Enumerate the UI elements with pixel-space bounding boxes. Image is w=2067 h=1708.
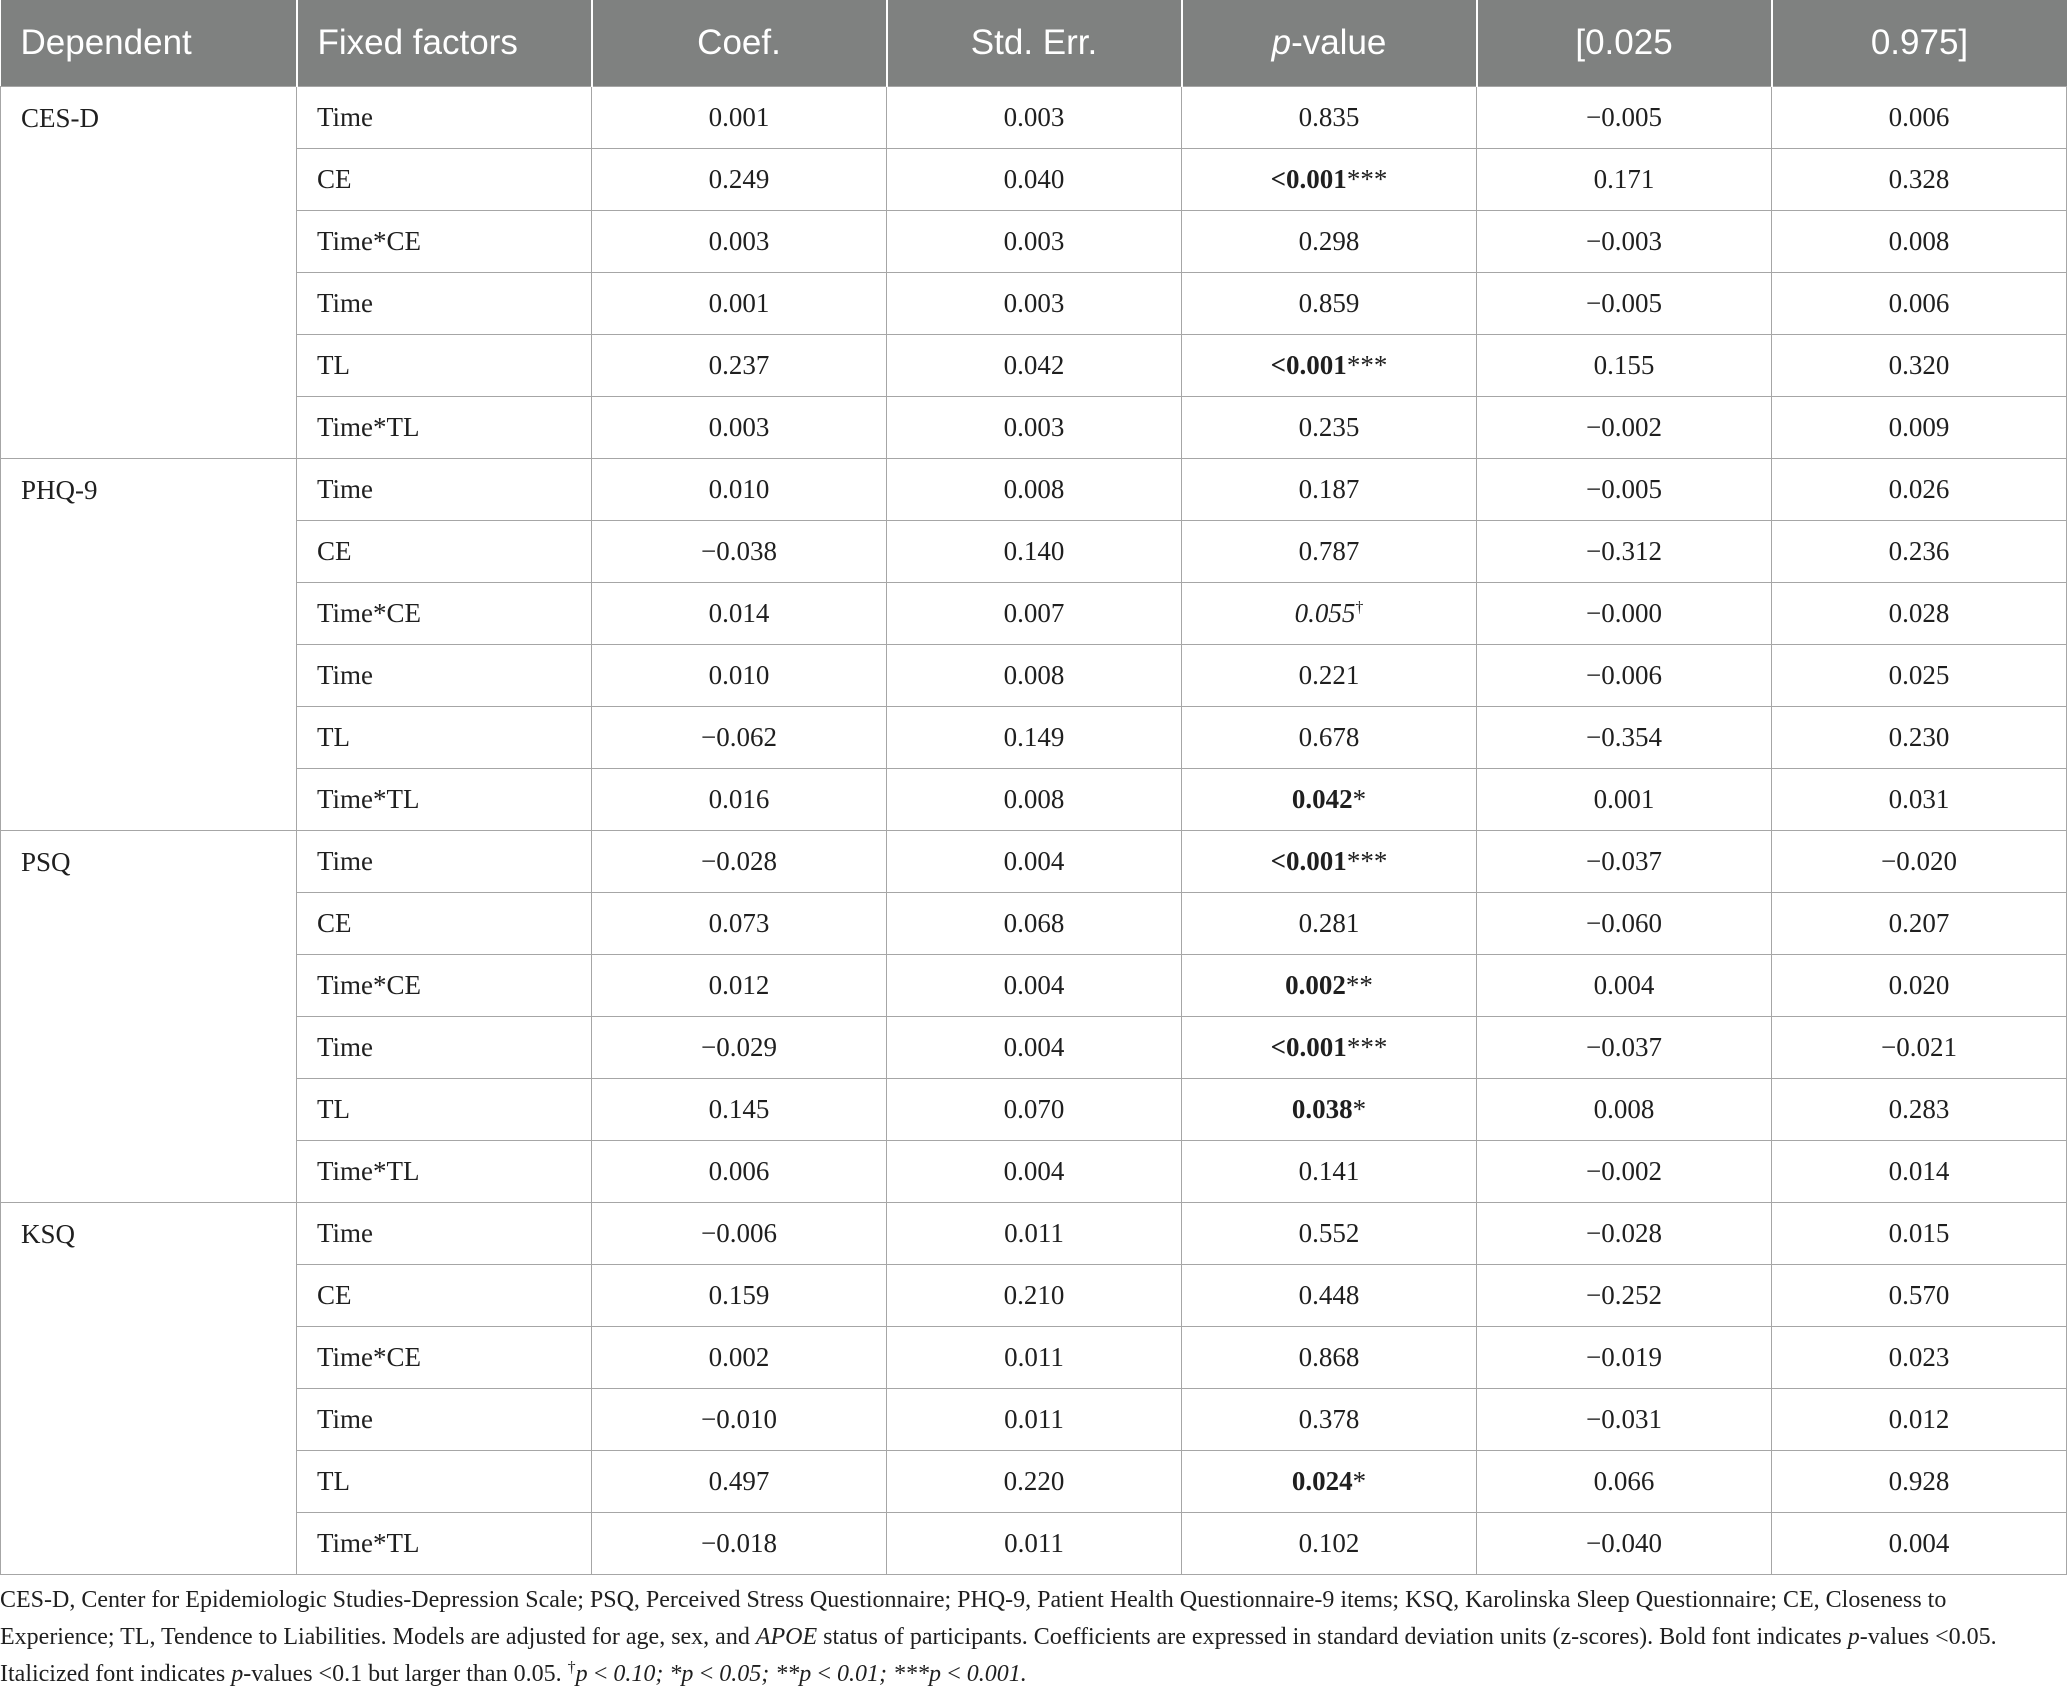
ci-upper-cell: 0.028 <box>1772 583 2067 645</box>
p-value-number: 0.859 <box>1298 288 1360 318</box>
table-row <box>1 1389 2067 1451</box>
coef-cell: −0.010 <box>592 1389 887 1451</box>
ci-upper-cell: −0.021 <box>1772 1017 2067 1079</box>
factor-cell: Time <box>297 831 592 893</box>
p-value-cell <box>1182 335 1477 397</box>
table-row <box>1 1017 2067 1079</box>
factor-cell: Time*CE <box>297 583 592 645</box>
p-value-number: 0.024 <box>1291 1466 1353 1496</box>
footnote-abbreviations: CES-D, Center for Epidemiologic Studies-Depression Scale; PSQ, Perceived Stress Questionnaire; PHQ-9, Patient Health Questionnaire-9 items; KSQ, Karolinska Sleep Questionnaire; CE, Closeness to Experience; TL, Tendence to Liabilities. Models are adjusted for age, sex, and <box>0 1587 1947 1650</box>
header-ci-upper: 0.975] <box>1772 0 2067 87</box>
p-value-cell <box>1182 1327 1477 1389</box>
factor-cell: Time <box>297 459 592 521</box>
coef-cell: 0.159 <box>592 1265 887 1327</box>
std-err-cell: 0.011 <box>887 1203 1182 1265</box>
ci-upper-cell: 0.004 <box>1772 1513 2067 1575</box>
footnote-p2: p <box>231 1661 244 1687</box>
std-err-cell: 0.068 <box>887 893 1182 955</box>
coef-cell: 0.237 <box>592 335 887 397</box>
table-row <box>1 335 2067 397</box>
table-row <box>1 645 2067 707</box>
ci-lower-cell: −0.005 <box>1477 273 1772 335</box>
p-value-number: 0.835 <box>1298 102 1360 132</box>
coef-cell: 0.016 <box>592 769 887 831</box>
coef-cell: 0.003 <box>592 211 887 273</box>
ci-lower-cell: −0.005 <box>1477 87 1772 149</box>
coef-cell: −0.029 <box>592 1017 887 1079</box>
p-value-cell <box>1182 459 1477 521</box>
table-row <box>1 1327 2067 1389</box>
factor-cell: Time <box>297 1389 592 1451</box>
factor-cell: Time*TL <box>297 769 592 831</box>
factor-cell: Time*TL <box>297 1141 592 1203</box>
coef-cell: 0.145 <box>592 1079 887 1141</box>
header-p-value <box>1182 0 1477 87</box>
header-std-err: Std. Err. <box>887 0 1182 87</box>
dependent-cell: PHQ-9 <box>1 459 297 831</box>
p-value-cell <box>1182 1513 1477 1575</box>
p-value-number: 0.868 <box>1298 1342 1360 1372</box>
footnote-dagger: † <box>567 1659 576 1676</box>
p-value-cell <box>1182 1265 1477 1327</box>
table-row <box>1 1079 2067 1141</box>
std-err-cell: 0.008 <box>887 459 1182 521</box>
dependent-cell: PSQ <box>1 831 297 1203</box>
std-err-cell: 0.011 <box>887 1513 1182 1575</box>
std-err-cell: 0.008 <box>887 645 1182 707</box>
std-err-cell: 0.003 <box>887 273 1182 335</box>
coef-cell: 0.497 <box>592 1451 887 1513</box>
significance-mark: † <box>1355 599 1364 616</box>
p-value-number: 0.787 <box>1298 536 1360 566</box>
p-value-cell <box>1182 1017 1477 1079</box>
std-err-cell: 0.149 <box>887 707 1182 769</box>
factor-cell: CE <box>297 521 592 583</box>
std-err-cell: 0.004 <box>887 831 1182 893</box>
significance-mark: * <box>1352 1466 1367 1496</box>
factor-cell: TL <box>297 1079 592 1141</box>
p-value-number: 0.281 <box>1298 908 1360 938</box>
std-err-cell: 0.140 <box>887 521 1182 583</box>
std-err-cell: 0.220 <box>887 1451 1182 1513</box>
ci-upper-cell: 0.320 <box>1772 335 2067 397</box>
p-value-number: 0.552 <box>1298 1218 1360 1248</box>
footnote-sig-0001: p < 0.001. <box>928 1661 1027 1687</box>
table-row <box>1 397 2067 459</box>
ci-lower-cell: −0.037 <box>1477 831 1772 893</box>
ci-upper-cell: −0.020 <box>1772 831 2067 893</box>
table-row <box>1 211 2067 273</box>
ci-upper-cell: 0.928 <box>1772 1451 2067 1513</box>
significance-mark: ** <box>1345 970 1373 1000</box>
p-value-number: 0.141 <box>1298 1156 1360 1186</box>
table-row <box>1 769 2067 831</box>
factor-cell: CE <box>297 149 592 211</box>
table-row <box>1 707 2067 769</box>
coef-cell: −0.028 <box>592 831 887 893</box>
header-fixed-factors: Fixed factors <box>297 0 592 87</box>
header-ci-lower: [0.025 <box>1477 0 1772 87</box>
coef-cell: 0.012 <box>592 955 887 1017</box>
ci-lower-cell: 0.066 <box>1477 1451 1772 1513</box>
std-err-cell: 0.004 <box>887 955 1182 1017</box>
std-err-cell: 0.042 <box>887 335 1182 397</box>
ci-upper-cell: 0.570 <box>1772 1265 2067 1327</box>
significance-mark: *** <box>1346 1032 1388 1062</box>
p-value-number: 0.055 <box>1294 598 1356 628</box>
footnote-p1: p <box>1847 1624 1860 1650</box>
ci-lower-cell: −0.006 <box>1477 645 1772 707</box>
coef-cell: −0.062 <box>592 707 887 769</box>
p-value-cell <box>1182 1203 1477 1265</box>
coef-cell: −0.038 <box>592 521 887 583</box>
ci-lower-cell: −0.031 <box>1477 1389 1772 1451</box>
ci-upper-cell: 0.006 <box>1772 87 2067 149</box>
std-err-cell: 0.004 <box>887 1141 1182 1203</box>
p-value-number: 0.187 <box>1298 474 1360 504</box>
table-row <box>1 831 2067 893</box>
ci-lower-cell: 0.001 <box>1477 769 1772 831</box>
p-value-number: 0.038 <box>1291 1094 1353 1124</box>
coef-cell: 0.001 <box>592 87 887 149</box>
coef-cell: 0.006 <box>592 1141 887 1203</box>
coef-cell: 0.010 <box>592 459 887 521</box>
significance-mark: * <box>1352 784 1367 814</box>
ci-lower-cell: −0.019 <box>1477 1327 1772 1389</box>
std-err-cell: 0.004 <box>887 1017 1182 1079</box>
ci-lower-cell: −0.040 <box>1477 1513 1772 1575</box>
p-value-number: 0.235 <box>1298 412 1360 442</box>
p-value-cell <box>1182 769 1477 831</box>
factor-cell: CE <box>297 893 592 955</box>
footnote-sig-001: p < 0.01; *** <box>799 1661 929 1687</box>
ci-upper-cell: 0.031 <box>1772 769 2067 831</box>
table-row <box>1 87 2067 149</box>
header-coef: Coef. <box>592 0 887 87</box>
p-value-number: 0.102 <box>1298 1528 1360 1558</box>
table-row <box>1 893 2067 955</box>
footnote-italic-note: -values <0.05. Italicized font indicates <box>0 1624 1997 1687</box>
significance-mark: * <box>1352 1094 1367 1124</box>
p-value-number: 0.378 <box>1298 1404 1360 1434</box>
factor-cell: Time <box>297 1203 592 1265</box>
p-value-cell <box>1182 273 1477 335</box>
ci-lower-cell: 0.004 <box>1477 955 1772 1017</box>
significance-mark: *** <box>1346 350 1388 380</box>
table-row <box>1 955 2067 1017</box>
p-value-cell <box>1182 893 1477 955</box>
std-err-cell: 0.070 <box>887 1079 1182 1141</box>
coef-cell: 0.073 <box>592 893 887 955</box>
dependent-cell: KSQ <box>1 1203 297 1575</box>
std-err-cell: 0.210 <box>887 1265 1182 1327</box>
coef-cell: −0.006 <box>592 1203 887 1265</box>
ci-lower-cell: −0.312 <box>1477 521 1772 583</box>
table-row <box>1 1451 2067 1513</box>
ci-lower-cell: −0.002 <box>1477 1141 1772 1203</box>
table-row <box>1 459 2067 521</box>
ci-upper-cell: 0.009 <box>1772 397 2067 459</box>
p-value-cell <box>1182 1141 1477 1203</box>
ci-upper-cell: 0.023 <box>1772 1327 2067 1389</box>
table-row <box>1 583 2067 645</box>
coef-cell: 0.249 <box>592 149 887 211</box>
header-row <box>1 0 2067 87</box>
p-value-number: 0.002 <box>1285 970 1346 1000</box>
coef-cell: 0.001 <box>592 273 887 335</box>
ci-upper-cell: 0.328 <box>1772 149 2067 211</box>
ci-upper-cell: 0.207 <box>1772 893 2067 955</box>
ci-lower-cell: −0.037 <box>1477 1017 1772 1079</box>
factor-cell: Time <box>297 87 592 149</box>
table-row <box>1 1141 2067 1203</box>
p-value-number: <0.001 <box>1270 350 1347 380</box>
coef-cell: 0.002 <box>592 1327 887 1389</box>
ci-upper-cell: 0.230 <box>1772 707 2067 769</box>
p-value-cell <box>1182 645 1477 707</box>
std-err-cell: 0.040 <box>887 149 1182 211</box>
factor-cell: Time*CE <box>297 1327 592 1389</box>
footnote-apoe: APOE <box>755 1624 818 1650</box>
ci-upper-cell: 0.014 <box>1772 1141 2067 1203</box>
ci-upper-cell: 0.012 <box>1772 1389 2067 1451</box>
p-value-cell <box>1182 211 1477 273</box>
std-err-cell: 0.003 <box>887 211 1182 273</box>
std-err-cell: 0.011 <box>887 1389 1182 1451</box>
std-err-cell: 0.003 <box>887 397 1182 459</box>
ci-lower-cell: 0.008 <box>1477 1079 1772 1141</box>
dependent-cell: CES-D <box>1 87 297 459</box>
p-value-cell <box>1182 707 1477 769</box>
table-body <box>1 87 2067 1575</box>
ci-upper-cell: 0.015 <box>1772 1203 2067 1265</box>
ci-upper-cell: 0.006 <box>1772 273 2067 335</box>
header-p-rest: -value <box>1291 23 1387 62</box>
p-value-cell <box>1182 149 1477 211</box>
factor-cell: Time*CE <box>297 211 592 273</box>
factor-cell: TL <box>297 335 592 397</box>
table-row <box>1 149 2067 211</box>
table-row <box>1 521 2067 583</box>
table-row <box>1 1265 2067 1327</box>
factor-cell: Time*TL <box>297 397 592 459</box>
p-value-cell <box>1182 1451 1477 1513</box>
ci-lower-cell: −0.060 <box>1477 893 1772 955</box>
ci-lower-cell: −0.354 <box>1477 707 1772 769</box>
footnote-bold-note: status of participants. Coefficients are expressed in standard deviation units (z-scores). Bold font indicates <box>817 1624 1848 1650</box>
factor-cell: Time*CE <box>297 955 592 1017</box>
ci-lower-cell: −0.028 <box>1477 1203 1772 1265</box>
footnote-sig-005: p < 0.05; ** <box>681 1661 800 1687</box>
factor-cell: TL <box>297 707 592 769</box>
p-value-cell <box>1182 955 1477 1017</box>
table-row <box>1 1203 2067 1265</box>
std-err-cell: 0.011 <box>887 1327 1182 1389</box>
std-err-cell: 0.003 <box>887 87 1182 149</box>
coef-cell: 0.010 <box>592 645 887 707</box>
table-row <box>1 1513 2067 1575</box>
ci-upper-cell: 0.026 <box>1772 459 2067 521</box>
ci-upper-cell: 0.025 <box>1772 645 2067 707</box>
std-err-cell: 0.008 <box>887 769 1182 831</box>
significance-mark: *** <box>1346 846 1388 876</box>
ci-lower-cell: −0.003 <box>1477 211 1772 273</box>
p-value-cell <box>1182 583 1477 645</box>
p-value-number: <0.001 <box>1270 846 1347 876</box>
p-value-cell <box>1182 1079 1477 1141</box>
std-err-cell: 0.007 <box>887 583 1182 645</box>
ci-upper-cell: 0.020 <box>1772 955 2067 1017</box>
ci-upper-cell: 0.283 <box>1772 1079 2067 1141</box>
p-value-cell <box>1182 397 1477 459</box>
header-dependent: Dependent <box>1 0 297 87</box>
ci-lower-cell: −0.002 <box>1477 397 1772 459</box>
coef-cell: −0.018 <box>592 1513 887 1575</box>
coef-cell: 0.003 <box>592 397 887 459</box>
ci-upper-cell: 0.008 <box>1772 211 2067 273</box>
p-value-number: <0.001 <box>1270 1032 1347 1062</box>
footnote-sig-010: p < 0.10; * <box>575 1661 682 1687</box>
ci-lower-cell: −0.000 <box>1477 583 1772 645</box>
p-value-number: 0.298 <box>1298 226 1360 256</box>
p-value-cell <box>1182 1389 1477 1451</box>
factor-cell: CE <box>297 1265 592 1327</box>
p-value-number: 0.221 <box>1298 660 1360 690</box>
factor-cell: Time <box>297 273 592 335</box>
table-row <box>1 273 2067 335</box>
ci-lower-cell: 0.171 <box>1477 149 1772 211</box>
header-p-italic: p <box>1271 23 1292 62</box>
p-value-cell <box>1182 87 1477 149</box>
coef-cell: 0.014 <box>592 583 887 645</box>
p-value-number: 0.678 <box>1298 722 1360 752</box>
ci-lower-cell: −0.005 <box>1477 459 1772 521</box>
significance-mark: *** <box>1346 164 1388 194</box>
table-footnote <box>0 1582 2060 1693</box>
p-value-number: <0.001 <box>1270 164 1347 194</box>
footnote-range-note: -values <0.1 but larger than 0.05. <box>243 1661 568 1687</box>
factor-cell: Time*TL <box>297 1513 592 1575</box>
factor-cell: Time <box>297 645 592 707</box>
factor-cell: TL <box>297 1451 592 1513</box>
p-value-number: 0.042 <box>1291 784 1353 814</box>
ci-lower-cell: 0.155 <box>1477 335 1772 397</box>
p-value-cell <box>1182 831 1477 893</box>
ci-upper-cell: 0.236 <box>1772 521 2067 583</box>
p-value-cell <box>1182 521 1477 583</box>
ci-lower-cell: −0.252 <box>1477 1265 1772 1327</box>
factor-cell: Time <box>297 1017 592 1079</box>
p-value-number: 0.448 <box>1298 1280 1360 1310</box>
